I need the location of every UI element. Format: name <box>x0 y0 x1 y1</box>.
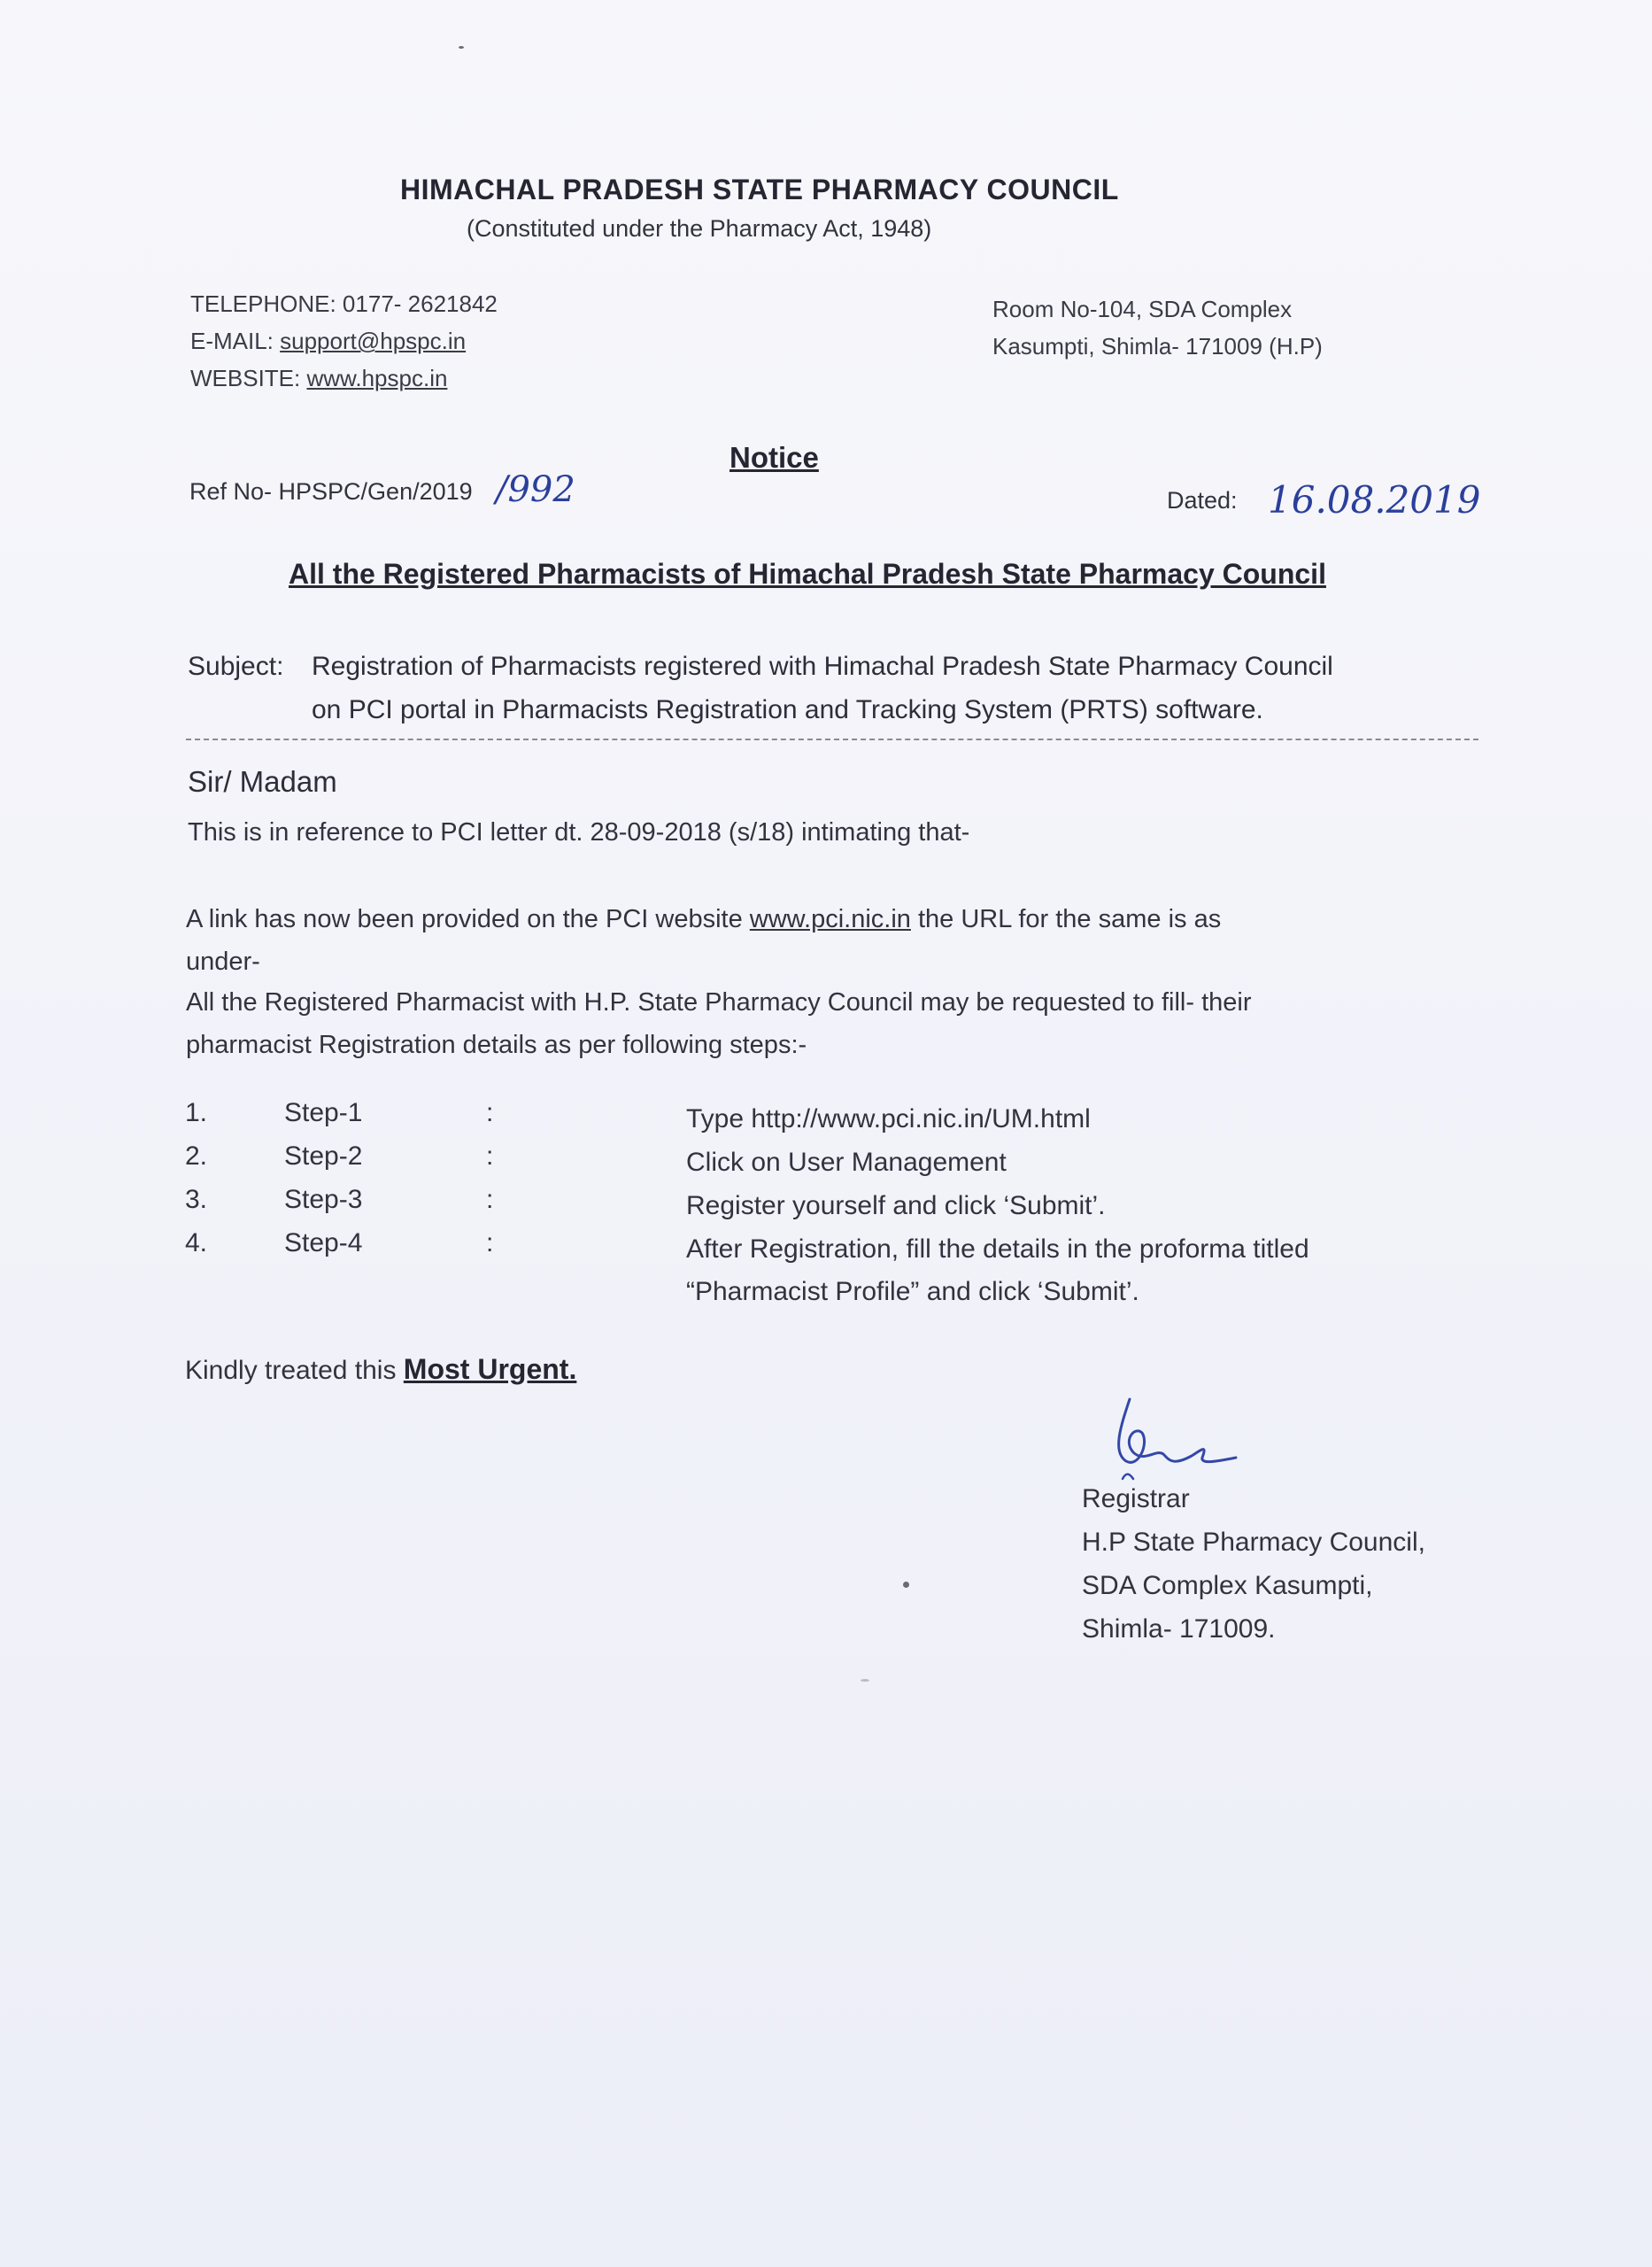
registrar-title: Registrar <box>1082 1484 1190 1513</box>
address-line-1: Room No-104, SDA Complex <box>992 296 1293 322</box>
divider <box>186 739 1478 740</box>
signature-block: Registrar H.P State Pharmacy Council, SDA Complex Kasumpti, Shimla- 171009. <box>1082 1477 1425 1651</box>
dated-label: Dated: <box>1167 487 1238 514</box>
subject-label: Subject: <box>188 652 284 681</box>
email-link[interactable]: support@hpspc.in <box>280 328 467 354</box>
subject-text: Registration of Pharmacists registered with Himachal Pradesh State Pharmacy Council on PCI portal in Pharmacists Registration and Tracking System (PRTS) software. <box>312 652 1333 724</box>
email-line: E-MAIL: support@hpspc.in <box>190 328 467 354</box>
addressee-line: All the Registered Pharmacists of Himachal Pradesh State Pharmacy Council <box>289 558 1326 590</box>
salutation: Sir/ Madam <box>188 765 337 798</box>
date-handwritten: 16.08.2019 <box>1268 478 1481 522</box>
telephone-line: TELEPHONE: 0177- 2621842 <box>190 290 498 317</box>
paper-speck <box>903 1582 909 1588</box>
paragraph-instructions: All the Registered Pharmacist with H.P. State Pharmacy Council may be requested to fill- their pharmacist Registration details as per following steps:- <box>186 988 1252 1059</box>
pci-website-link[interactable]: www.pci.nic.in <box>749 905 911 933</box>
ref-number: Ref No- HPSPC/Gen/2019 <box>189 478 473 505</box>
closing-line: Kindly treated this Most Urgent. <box>185 1353 577 1385</box>
signature-image <box>1068 1390 1245 1488</box>
address-line-2: Kasumpti, Shimla- 171009 (H.P) <box>992 333 1323 360</box>
council-title: HIMACHAL PRADESH STATE PHARMACY COUNCIL <box>400 174 1119 205</box>
notice-heading: Notice <box>730 441 819 474</box>
urgent-emphasis: Most Urgent. <box>403 1353 577 1385</box>
website-line: WEBSITE: www.hpspc.in <box>190 365 448 391</box>
document-page: HIMACHAL PRADESH STATE PHARMACY COUNCIL (Constituted under the Pharmacy Act, 1948) TELEPHONE: 0177- 2621842 E-MAIL: support@hpspc.in WEBSITE: www.hpspc.in Room No-104, SDA Complex Kasumpti, Shimla- 171009 (H.P) Notice Ref No- HPSPC/Gen/2019 /992 Dated: 16.08.2019 All the Registered Pharmacists of Himachal Pradesh State Pharmacy Council Subject: Registration of Pharmacists registered with Himachal Pradesh State Pharmacy Council on PCI portal in Pharmacists Registration and Tracking System (PRTS) software. Sir/ Madam This is in reference to PCI letter dt. 28-09-2018 (s/18) intimating that- A link has now been provided on the PCI website www.pci.nic.in the URL for the same is as under- All the Registered Pharmacist with H.P. State Pharmacy Council may be requested to fill- their pharmacist Registration details as per following steps:- 1. Step-1 : Type http://www.pci.nic.in/UM.html 2. Step-2 : Click on User Management 3. Step-3 : Register yourself and click ‘Submit’. 4. Step-4 : After Registration, fill the details in the proforma titled “Pharmacist Profile” and click ‘Submit’. Kindly treated this Most Urgent. Registrar H.P State Pharmacy Council, SDA Complex Kasumpti, Shimla- 171009. <box>0 0 1652 2267</box>
paragraph-reference: This is in reference to PCI letter dt. 28-09-2018 (s/18) intimating that- <box>188 818 970 847</box>
paper-speck <box>459 46 464 49</box>
paragraph-link: A link has now been provided on the PCI website www.pci.nic.in the URL for the same is as under- <box>186 905 1222 976</box>
contact-block <box>190 285 498 397</box>
address-block <box>992 290 1323 365</box>
website-link[interactable]: www.hpspc.in <box>306 365 448 391</box>
subject-block <box>188 645 1333 731</box>
ref-handwritten: /992 <box>496 469 575 510</box>
paper-speck <box>861 1679 869 1682</box>
council-subtitle: (Constituted under the Pharmacy Act, 1948) <box>467 215 932 242</box>
